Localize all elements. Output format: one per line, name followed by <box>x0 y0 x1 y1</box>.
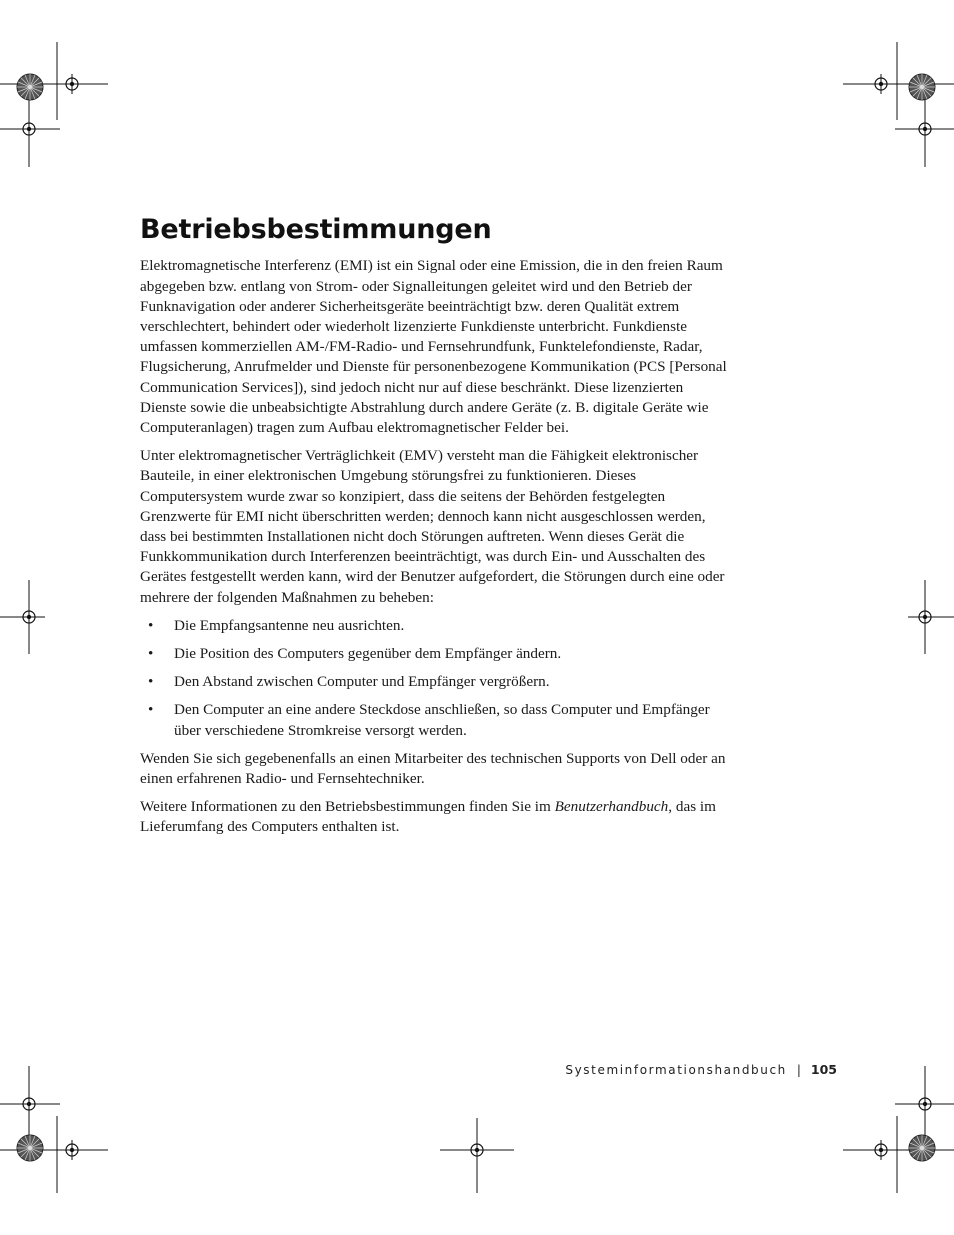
crop-mark-bottom-center <box>440 1118 514 1193</box>
crop-mark-top-left <box>0 42 108 167</box>
more-info-text: Weitere Informationen zu den Betriebsbestimmungen finden Sie im <box>140 798 555 816</box>
list-item-text: Die Position des Computers gegenüber dem Empfänger ändern. <box>174 645 562 663</box>
more-info-text-end: das im Lieferumfang des Computers enthalten ist. <box>140 798 716 836</box>
crop-mark-top-right <box>843 42 954 167</box>
list-item-text: Den Abstand zwischen Computer und Empfänger vergrößern. <box>174 673 550 691</box>
footer-title: Systeminformationshandbuch <box>565 1063 787 1077</box>
list-item-text: Die Empfangsantenne neu ausrichten. <box>174 616 405 634</box>
page-number: 105 <box>810 1062 837 1077</box>
crop-mark-mid-right <box>908 580 954 654</box>
page-content <box>140 214 732 846</box>
list-item <box>140 616 732 636</box>
page-title: Betriebsbestimmungen <box>140 214 492 245</box>
paragraph-more-info <box>140 797 732 837</box>
list-item <box>140 644 732 664</box>
paragraph-support: Wenden Sie sich gegebenenfalls an einen Mitarbeiter des technischen Supports von Dell oder an einen erfahrenen Radio- und Fernsehtechniker. <box>140 749 726 788</box>
footer-separator: | <box>796 1063 801 1077</box>
measures-list <box>140 616 732 741</box>
bullet-symbol: • <box>148 645 154 663</box>
bullet-symbol: • <box>148 673 154 691</box>
paragraph-emv: Unter elektromagnetischer Verträglichkeit (EMV) versteht man die Fähigkeit elektronischer Bauteile, in einer elektronischen Umgebung störungsfrei zu funktionieren. Dieses Computersystem wurde zwar so konzipiert, dass die seitens der Behörden festgelegten Grenzwerte für EMI nicht überschritten werden; dennoch kann nicht ausgeschlossen werden, dass bei bestimmten Installationen nicht doch Störungen auftreten. Wenn dieses Gerät die Funkkommunikation durch Interferenzen beeinträchtigt, was durch Ein- und Ausschalten des Gerätes festgestellt werden kann, wird der Benutzer aufgefordert, die Störungen durch eine oder mehrere der folgenden Maßnahmen zu beheben: <box>140 447 725 606</box>
crop-mark-bottom-left <box>0 1066 108 1193</box>
bullet-symbol: • <box>148 616 154 634</box>
list-item-text: Den Computer an eine andere Steckdose anschließen, so dass Computer und Empfänger über verschiedene Stromkreise versorgt werden. <box>174 701 710 739</box>
crop-mark-bottom-right <box>843 1066 954 1193</box>
paragraph-emi: Elektromagnetische Interferenz (EMI) ist ein Signal oder eine Emission, die in den freien Raum abgegeben bzw. entlang von Strom- oder Signalleitungen geleitet wird und den Betrieb der Funknavigation oder anderer Sicherheitsgeräte beeinträchtigt bzw. deren Qualität extrem verschlechtert, behindert oder wiederholt lizenzierte Funkdienste unterbricht. Funkdienste umfassen kommerziellen AM-/FM-Radio- und Fernsehrundfunk, Funktelefondienste, Radar, Flugsicherung, Anrufmelder und Dienste für personenbezogene Kommunikation (PCS [Personal Communication Services]), sind jedoch nicht nur auf diese beschränkt. Diese lizenzierten Dienste sowie die unbeabsichtigte Abstrahlung durch andere Geräte (z. B. digitale Geräte wie Computeranlagen) tragen zum Aufbau elektromagnetischer Felder bei. <box>140 257 727 437</box>
page-footer <box>565 1062 837 1077</box>
list-item <box>140 672 732 692</box>
list-item <box>140 700 732 740</box>
bullet-symbol: • <box>148 701 154 719</box>
manual-title: Benutzerhandbuch, <box>554 798 673 816</box>
crop-mark-mid-left <box>0 580 45 654</box>
